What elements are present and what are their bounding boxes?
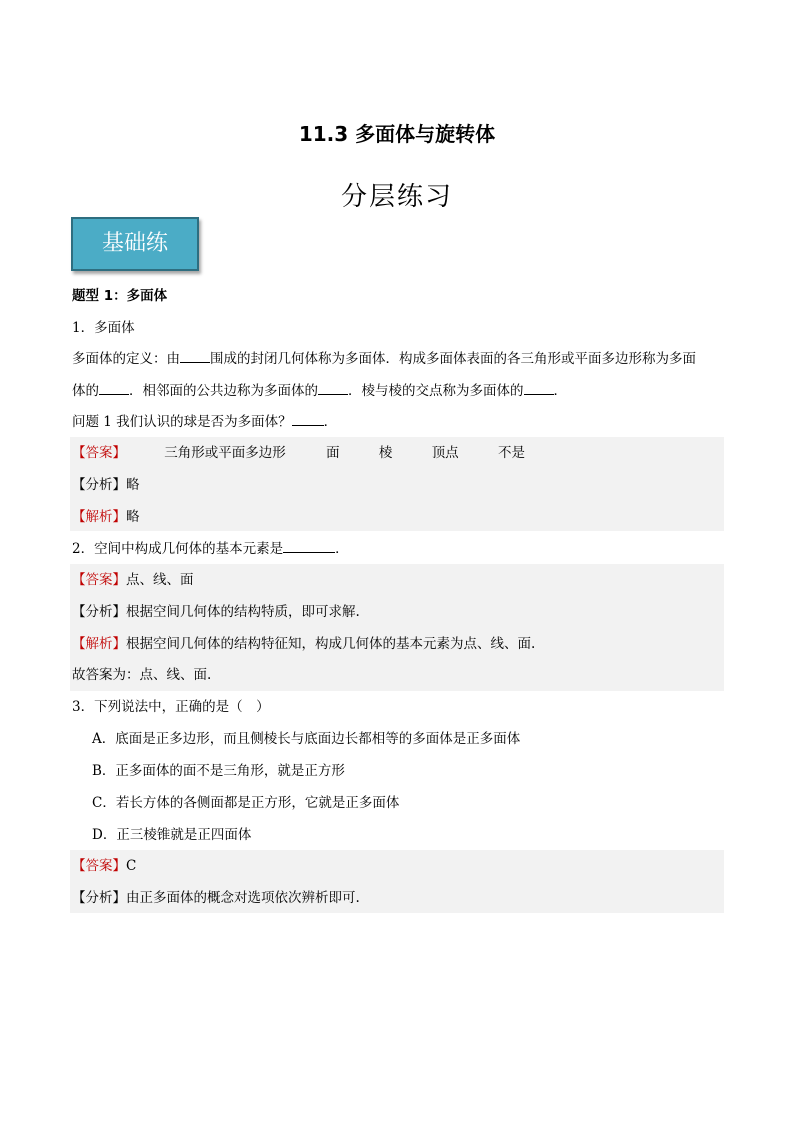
analysis-text: 由正多面体的概念对选项依次辨析即可. [126,890,360,906]
q1-problem [72,412,337,432]
fill-blank [180,349,210,363]
q2-text: ． [335,541,349,557]
q3-option-b: B．正多面体的面不是三角形，就是正方形 [92,763,345,779]
analysis-text: 根据空间几何体的结构特质，即可求解. [126,604,360,620]
fill-blank [318,381,348,395]
q2-solution-row [72,634,535,654]
q3-question: 3．下列说法中，正确的是（ ） [72,699,270,715]
fill-blank [292,412,324,426]
fill-blank [524,381,554,395]
q1-text: 围成的封闭几何体称为多面体．构成多面体表面的各三角形或平面多边形称为多面 [210,351,696,367]
q1-text: ．棱与棱的交点称为多面体的 [348,383,524,399]
q3-option-c: C．若长方体的各侧面都是正方形，它就是正多面体 [92,795,400,811]
q3-analysis-row [72,888,360,908]
answer-item: 三角形或平面多边形 [164,445,286,461]
q2-answer-row [72,570,194,590]
q2-question [72,539,349,559]
fill-blank [283,539,335,553]
q1-text: ． [553,383,567,399]
answer-item: 顶点 [431,445,459,461]
analysis-text: 略 [126,477,140,493]
solution-text: 根据空间几何体的结构特征知，构成几何体的基本元素为点、线、面. [126,636,536,652]
q1-solution-row [72,507,140,527]
question-type-heading: 题型 1：多面体 [72,288,168,304]
solution-tag: 【解析】 [72,509,126,525]
q1-definition-line1 [72,349,696,369]
document-subtitle: 分层练习 [340,182,453,212]
q1-heading: 1．多面体 [72,320,135,336]
q1-text: 问题 1 我们认识的球是否为多面体？ [72,414,292,430]
q2-analysis-row [72,602,360,622]
solution-text: 略 [126,509,140,525]
q2-text: 2．空间中构成几何体的基本元素是 [72,541,284,557]
solution-tag: 【解析】 [72,636,126,652]
answer-item: 棱 [378,445,393,461]
answer-tag: 【答案】 [72,572,126,588]
q3-answer-row [72,856,136,876]
answer-tag: 【答案】 [72,445,126,461]
q3-option-a: A．底面是正多边形，而且侧棱长与底面边长都相等的多面体是正多面体 [92,731,521,747]
answer-item: 不是 [497,445,525,461]
q1-answer-row [72,443,525,463]
q1-text: 体的 [72,383,99,399]
analysis-tag: 【分析】 [72,890,126,906]
answer-text: C [126,858,137,874]
q2-conclusion: 故答案为：点、线、面. [72,667,212,683]
q1-analysis-row [72,475,140,495]
section-label-box: 基础练 [71,217,199,271]
answer-tag: 【答案】 [72,858,126,874]
q1-text: ．相邻面的公共边称为多面体的 [129,383,318,399]
answer-item: 面 [326,445,340,461]
fill-blank [99,381,129,395]
q1-definition-line2 [72,381,567,401]
q1-text: ． [323,414,338,430]
q3-option-d: D．正三棱锥就是正四面体 [92,827,252,843]
analysis-tag: 【分析】 [72,604,126,620]
q1-text: 多面体的定义：由 [72,351,180,367]
analysis-tag: 【分析】 [72,477,126,493]
answer-text: 点、线、面 [126,572,194,588]
document-title: 11.3 多面体与旋转体 [298,122,496,146]
